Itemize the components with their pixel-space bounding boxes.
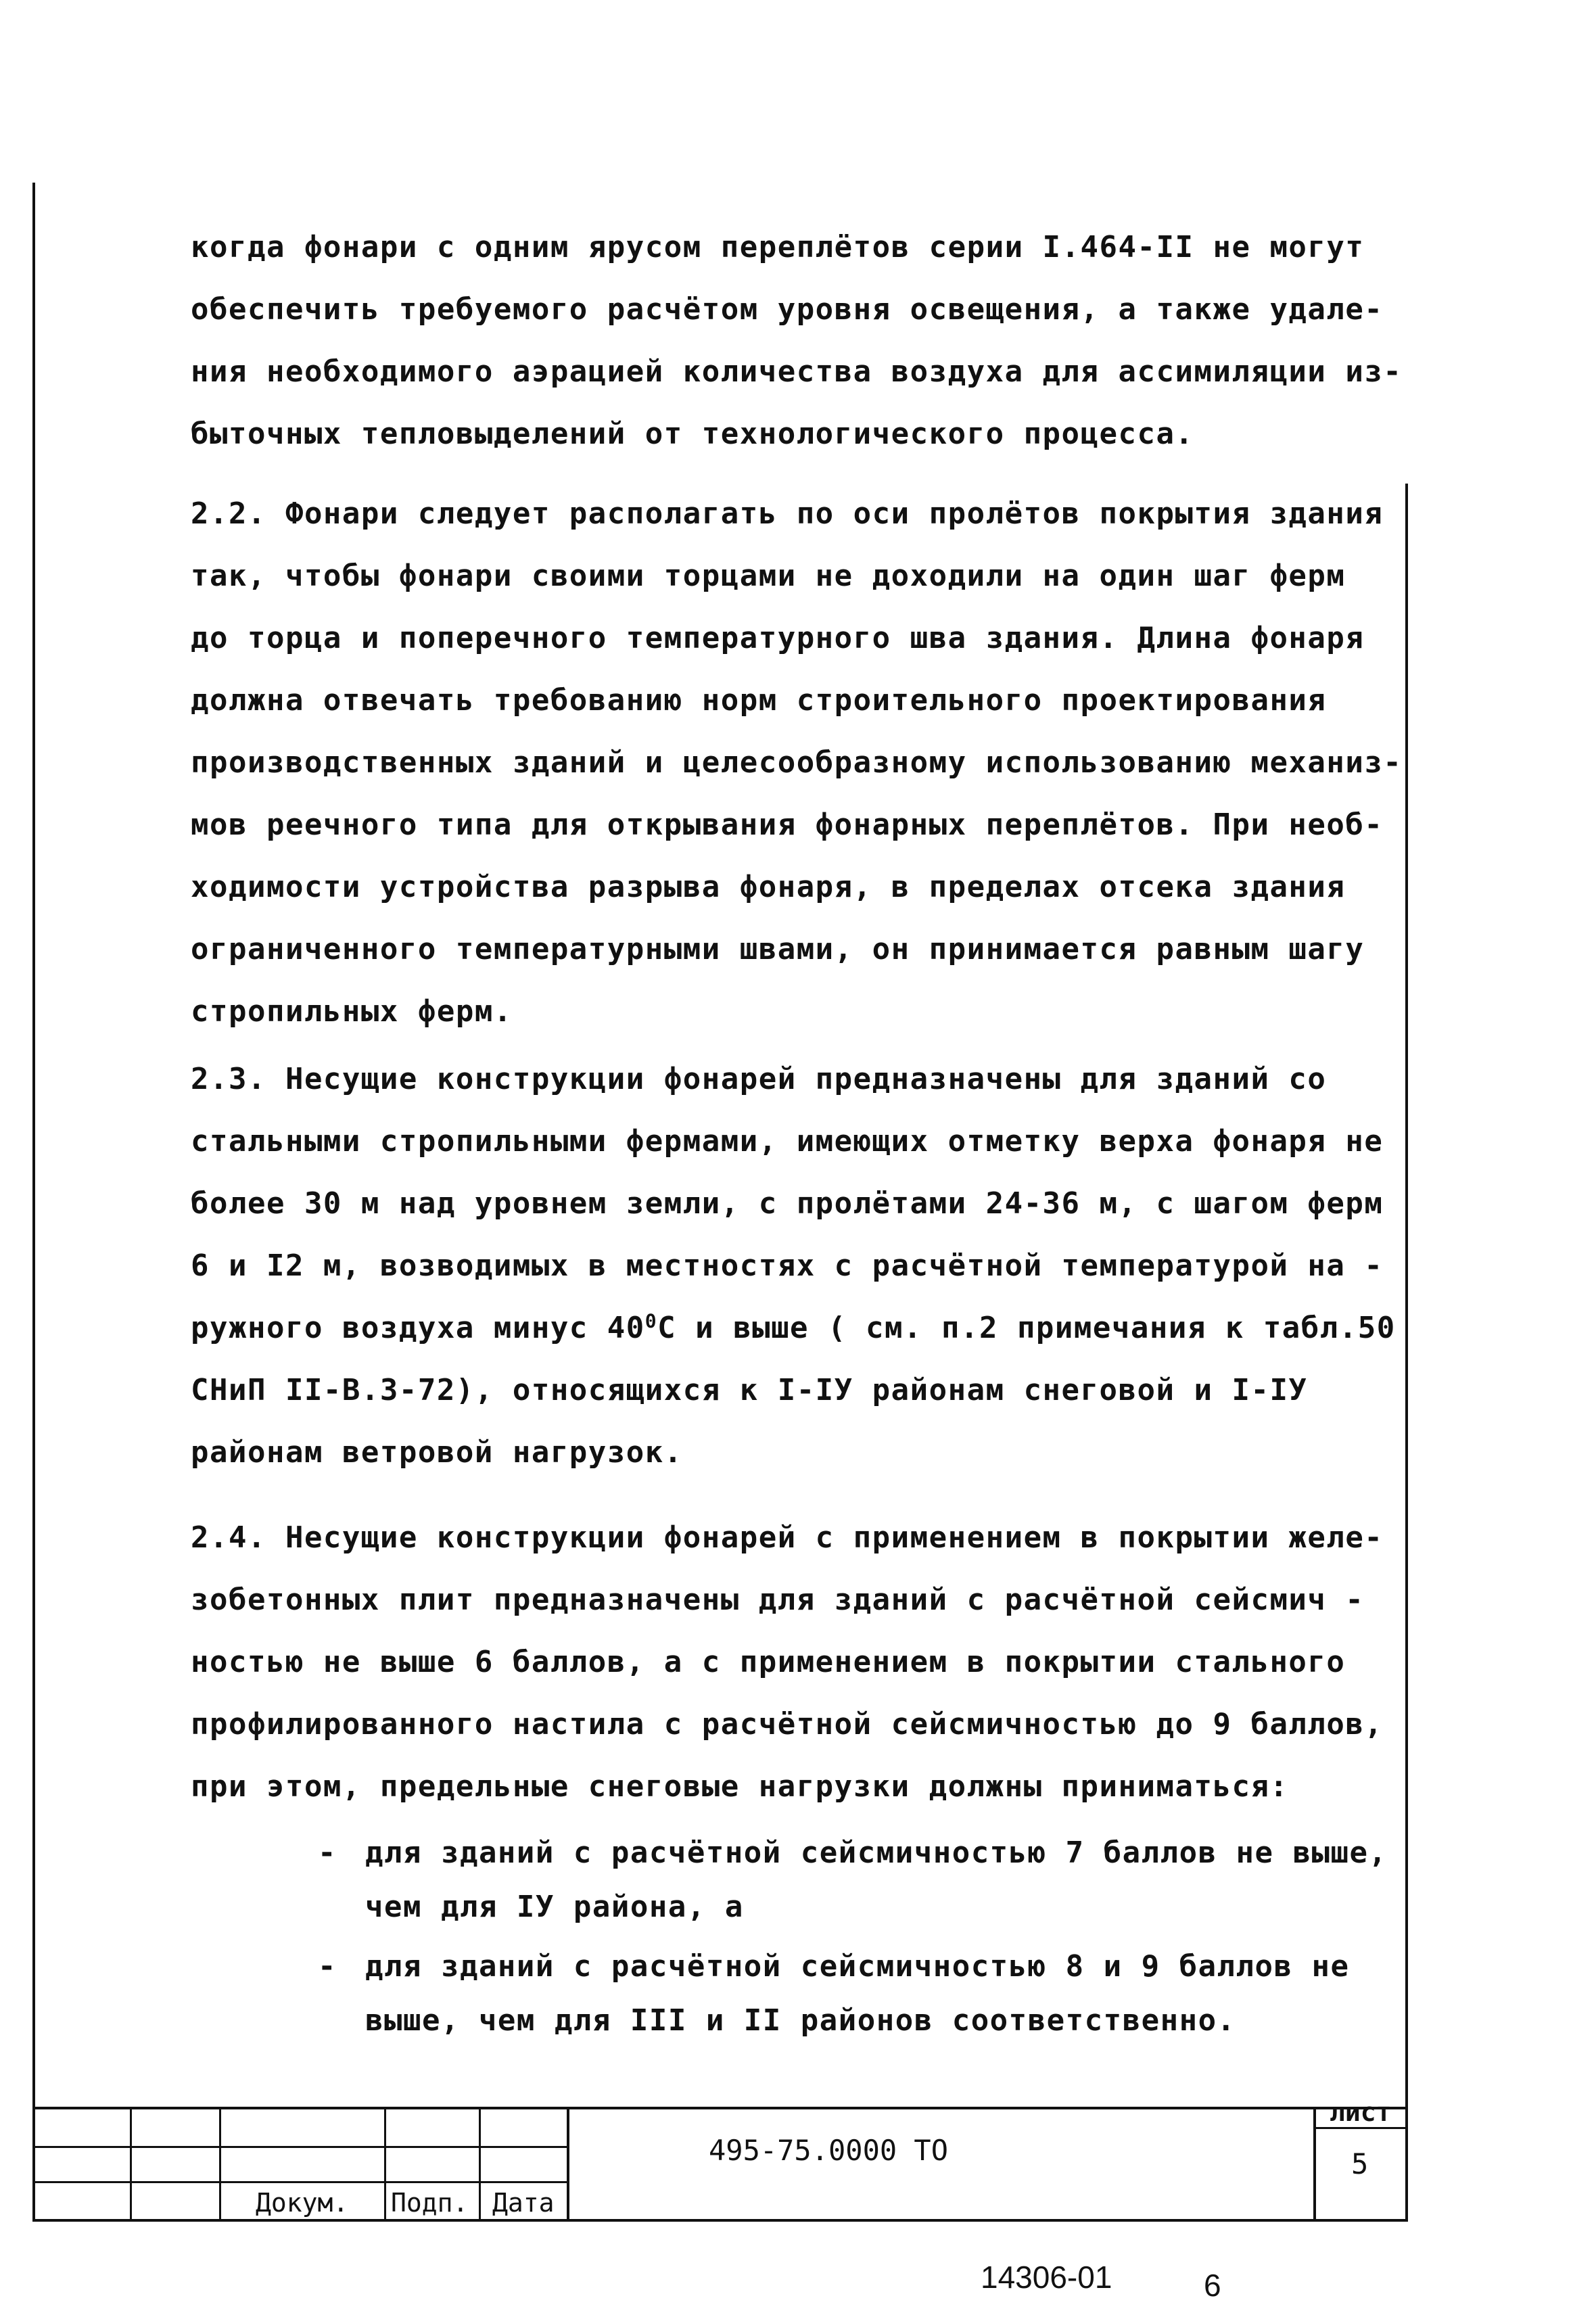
list-item-text: для зданий с расчётной сейсмичностью 7 баллов не выше,: [365, 1836, 1388, 1870]
text-line: ограниченного температурными швами, он принимается равным шагу: [191, 932, 1365, 966]
list-item-text: для зданий с расчётной сейсмичностью 8 и 9 баллов не: [365, 1949, 1350, 1984]
bullet-list: [318, 1826, 1400, 2048]
title-block-rule: [1313, 2107, 1316, 2222]
text-line: ния необходимого аэрацией количества воздуха для ассимиляции из-: [191, 354, 1403, 389]
sheet-number: 5: [1351, 2147, 1369, 2180]
text-line: районам ветровой нагрузок.: [191, 1435, 683, 1470]
text-line: профилированного настила с расчётной сейсмичностью до 9 баллов,: [191, 1707, 1384, 1742]
text-fragment: ружного воздуха минус 40: [191, 1311, 645, 1345]
title-block-rule: [567, 2107, 569, 2222]
text-line: мов реечного типа для открывания фонарных переплётов. При необ-: [191, 808, 1384, 842]
text-line: стальными стропильными фермами, имеющих отметку верха фонаря не: [191, 1124, 1384, 1159]
document-code: 495-75.0000 ТО: [709, 2134, 949, 2167]
bullet-dash: -: [318, 1836, 337, 1870]
text-fragment: С и выше ( см. п.2 примечания к табл.50: [657, 1311, 1396, 1345]
title-block-rule: [1315, 2127, 1408, 2129]
title-block-rule: [130, 2107, 132, 2222]
text-line: ходимости устройства разрыва фонаря, в пределах отсека здания: [191, 870, 1346, 904]
column-header-signature: Подп.: [391, 2188, 469, 2218]
title-block-rule: [479, 2107, 481, 2222]
title-block-rule: [32, 2181, 567, 2183]
text-line: быточных тепловыделений от технологического процесса.: [191, 417, 1194, 451]
text-line: до торца и поперечного температурного шва здания. Длина фонаря: [191, 621, 1365, 655]
text-line: 2.4. Несущие конструкции фонарей с применением в покрытии желе-: [191, 1520, 1384, 1555]
title-block-rule: [32, 2146, 567, 2148]
paragraph-2-4: [191, 1507, 1394, 1818]
text-line: обеспечить требуемого расчётом уровня освещения, а также удале-: [191, 292, 1384, 327]
text-line: когда фонари с одним ярусом переплётов серии I.464-II не могут: [191, 230, 1365, 264]
column-header-document: Докум.: [256, 2188, 349, 2218]
text-line: СНиП II-В.3-72), относящихся к I-IУ районам снеговой и I-IУ: [191, 1373, 1308, 1407]
archive-page-number: 6: [1204, 2268, 1221, 2303]
paragraph-2-2: [191, 483, 1403, 1043]
degree-superscript: 0: [644, 1309, 658, 1332]
list-item-continuation: чем для IУ района, а: [365, 1890, 744, 1924]
title-block: [32, 2097, 1408, 2222]
title-block-rule: [32, 2107, 1408, 2109]
paragraph-2-3: [191, 1048, 1394, 1484]
text-line: производственных зданий и целесообразному использованию механиз-: [191, 745, 1403, 780]
text-line: так, чтобы фонари своими торцами не доходили на один шаг ферм: [191, 559, 1346, 593]
list-item-continuation: выше, чем для III и II районов соответственно.: [365, 2003, 1236, 2038]
frame-right-border: [1405, 484, 1408, 2222]
title-block-rule: [384, 2107, 386, 2222]
text-line: 2.3. Несущие конструкции фонарей предназначены для зданий со: [191, 1062, 1327, 1096]
text-line: 6 и I2 м, возводимых в местностях с расчётной температурой на -: [191, 1248, 1384, 1283]
text-line: стропильных ферм.: [191, 994, 513, 1029]
text-line: должна отвечать требованию норм строительного проектирования: [191, 683, 1327, 718]
text-line: ностью не выше 6 баллов, а с применением в покрытии стального: [191, 1645, 1346, 1679]
text-line: более 30 м над уровнем земли, с пролётами 24-36 м, с шагом ферм: [191, 1186, 1384, 1221]
paragraph-continuation: [191, 216, 1403, 465]
sheet-label: лист: [1330, 2097, 1392, 2127]
text-line: зобетонных плит предназначены для зданий с расчётной сейсмич -: [191, 1583, 1365, 1617]
title-block-rule: [32, 2219, 1408, 2222]
text-line: при этом, предельные снеговые нагрузки должны приниматься:: [191, 1769, 1289, 1804]
frame-left-border: [32, 183, 35, 2222]
bullet-dash: -: [318, 1949, 337, 1984]
archive-code: 14306-01: [981, 2260, 1112, 2295]
list-item: [318, 1826, 1400, 1880]
text-line: 2.2. Фонари следует располагать по оси пролётов покрытия здания: [191, 496, 1384, 531]
list-item: [318, 1940, 1400, 1994]
text-line: [191, 1297, 1394, 1359]
title-block-rule: [219, 2107, 221, 2222]
column-header-date: Дата: [492, 2188, 555, 2218]
